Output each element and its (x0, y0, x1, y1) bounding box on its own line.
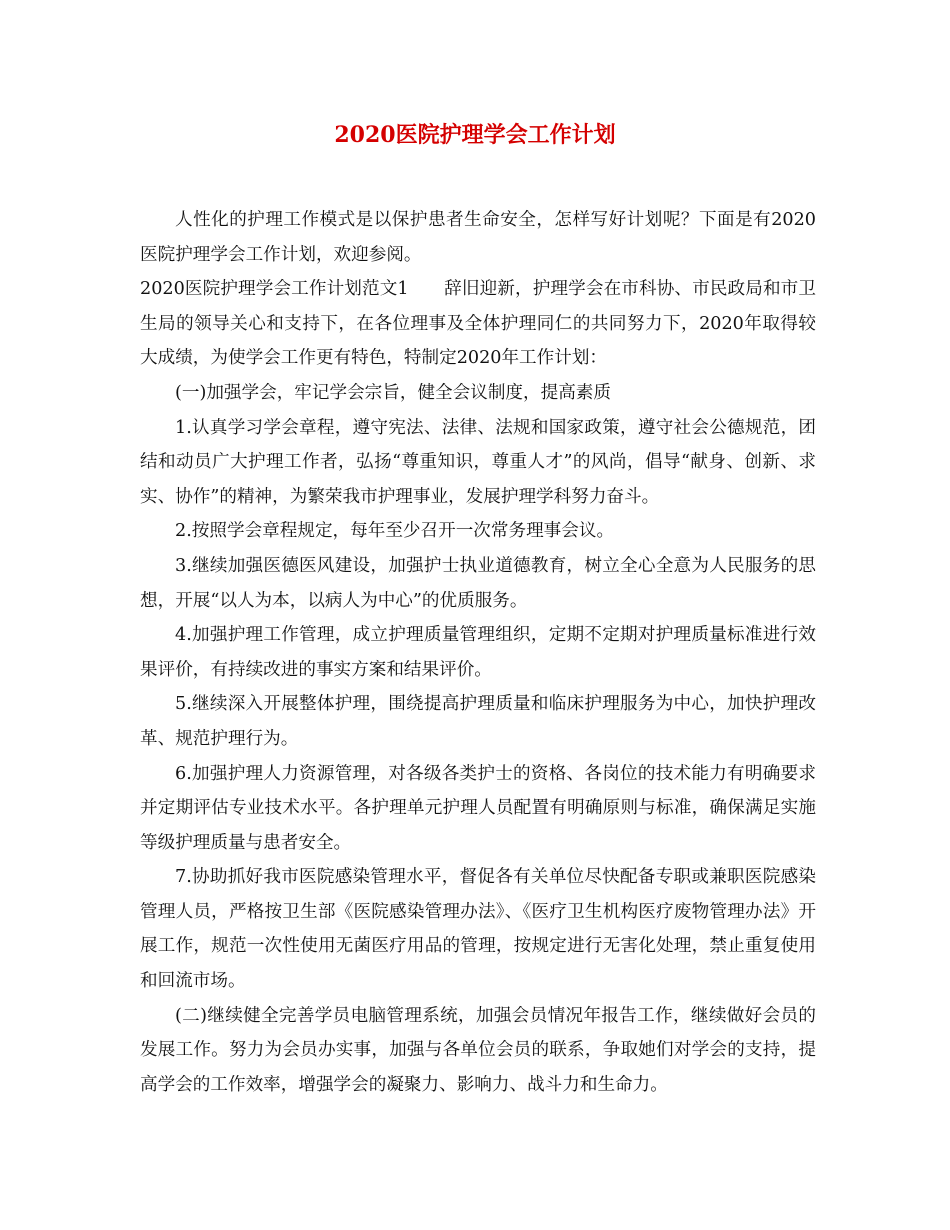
list-item-5: 5.继续深入开展整体护理，围绕提高护理质量和临床护理服务为中心，加快护理改革、规范护理行为。 (140, 694, 816, 749)
list-item-6: 6.加强护理人力资源管理，对各级各类护士的资格、各岗位的技术能力有明确要求并定期评估专业技术水平。各护理单元护理人员配置有明确原则与标准，确保满足实施等级护理质量与患者安全。 (140, 763, 816, 853)
document-title: 2020医院护理学会工作计划 (334, 122, 616, 148)
section-heading-2: (二)继续健全完善学员电脑管理系统，加强会员情况年报告工作，继续做好会员的发展工作。努力为会员办实事，加强与各单位会员的联系，争取她们对学会的支持，提高学会的工作效率，增强学会的凝聚力、影响力、战斗力和生命力。 (140, 1005, 816, 1095)
list-item-3: 3.继续加强医德医风建设，加强护士执业道德教育，树立全心全意为人民服务的思想，开展“以人为本，以病人为中心”的优质服务。 (140, 555, 816, 611)
list-item-4: 4.加强护理工作管理，成立护理质量管理组织，定期不定期对护理质量标准进行效果评价，有持续改进的事实方案和结果评价。 (140, 625, 816, 680)
paragraph-sample-heading: 2020医院护理学会工作计划范文1 辞旧迎新，护理学会在市科协、市民政局和市卫生局的领导关心和支持下，在各位理事及全体护理同仁的共同努力下，2020年取得较大成绩，为使学会工作更有特色，特制定2020年工作计划： (140, 279, 816, 369)
list-item-1: 1.认真学习学会章程，遵守宪法、法律、法规和国家政策，遵守社会公德规范，团结和动员广大护理工作者，弘扬“尊重知识，尊重人才”的风尚，倡导“献身、创新、求实、协作”的精神，为繁荣我市护理事业，发展护理学科努力奋斗。 (140, 417, 816, 507)
section-heading-1: (一)加强学会，牢记学会宗旨，健全会议制度，提高素质 (175, 382, 611, 403)
document-body (140, 203, 816, 1102)
list-item-2: 2.按照学会章程规定，每年至少召开一次常务理事会议。 (175, 521, 615, 542)
paragraph-intro: 人性化的护理工作模式是以保护患者生命安全，怎样写好计划呢？下面是有2020医院护理学会工作计划，欢迎参阅。 (140, 210, 816, 265)
list-item-7: 7.协助抓好我市医院感染管理水平，督促各有关单位尽快配备专职或兼职医院感染管理人员，严格按卫生部《医院感染管理办法》、《医疗卫生机构医疗废物管理办法》开展工作，规范一次性使用无菌医疗用品的管理，按规定进行无害化处理，禁止重复使用和回流市场。 (140, 867, 816, 992)
